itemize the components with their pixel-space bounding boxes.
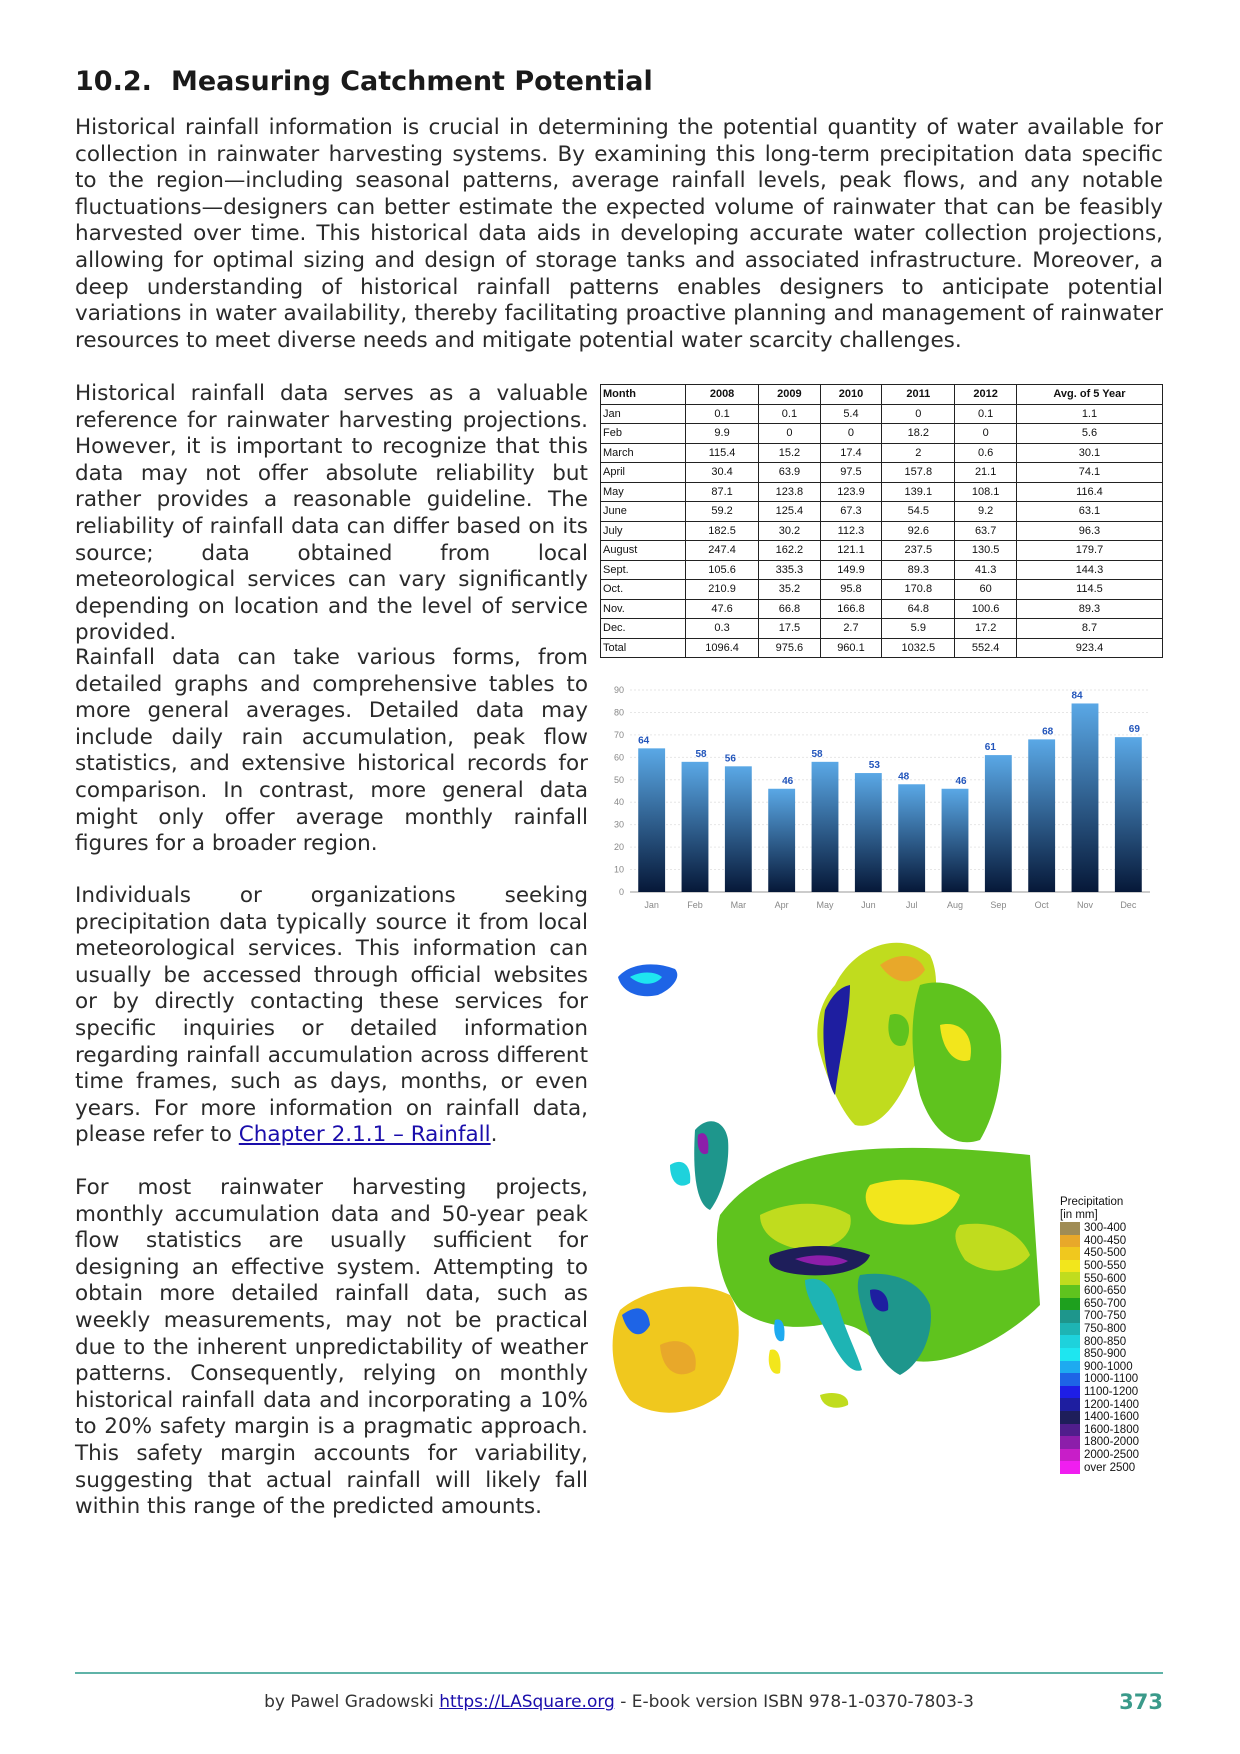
table-value-cell: 0 bbox=[820, 424, 882, 444]
reliability-paragraph: Historical rainfall data serves as a valuable reference for rainwater harvesting projections. However, it is important to recognize that this data may not offer absolute reliability but rather provides a reasonable guideline. The reliability of rainfall data can differ based on its source; data obtained from local meteorological services can vary significantly depending on location and the level of service provided. bbox=[75, 381, 588, 646]
table-value-cell: 130.5 bbox=[955, 541, 1017, 561]
table-row bbox=[601, 463, 1163, 483]
table-value-cell: 0.6 bbox=[955, 443, 1017, 463]
x-tick-label: Jul bbox=[905, 900, 918, 910]
legend-label: 300-400 bbox=[1084, 1222, 1127, 1235]
table-row bbox=[601, 580, 1163, 600]
legend-swatch bbox=[1060, 1272, 1080, 1285]
legend-rows bbox=[1060, 1222, 1139, 1474]
table-value-cell: 2.7 bbox=[820, 619, 882, 639]
legend-item bbox=[1060, 1449, 1139, 1462]
legend-item bbox=[1060, 1335, 1139, 1348]
table-month-cell: Jan bbox=[601, 404, 686, 424]
table-value-cell: 108.1 bbox=[955, 482, 1017, 502]
legend-item bbox=[1060, 1436, 1139, 1449]
y-tick-label: 0 bbox=[618, 887, 624, 897]
legend-swatch bbox=[1060, 1461, 1080, 1474]
table-value-cell: 552.4 bbox=[955, 638, 1017, 658]
table-value-cell: 21.1 bbox=[955, 463, 1017, 483]
footer-rule bbox=[75, 1672, 1163, 1674]
legend-item bbox=[1060, 1424, 1139, 1437]
table-row bbox=[601, 482, 1163, 502]
chart-y-ticks bbox=[614, 685, 624, 897]
section-number: 10.2. bbox=[75, 66, 152, 97]
legend-item bbox=[1060, 1247, 1139, 1260]
table-row bbox=[601, 560, 1163, 580]
legend-label: 450-500 bbox=[1084, 1247, 1127, 1260]
table-month-cell: July bbox=[601, 521, 686, 541]
section-heading bbox=[75, 66, 653, 97]
table-value-cell: 115.4 bbox=[686, 443, 759, 463]
data-sources-text: Individuals or organizations seeking precipitation data typically source it from local meteorological services. This information can usually be accessed through official websites or by directly contacting these services for specific inquiries or detailed information regarding rainfall accumulation across different time frames, such as days, months, or even years. For more information on rainfall data, please refer to bbox=[75, 883, 588, 1148]
table-value-cell: 5.9 bbox=[882, 619, 955, 639]
y-tick-label: 40 bbox=[613, 797, 624, 808]
table-value-cell: 5.4 bbox=[820, 404, 882, 424]
table-header-cell: 2008 bbox=[686, 385, 759, 405]
table-row bbox=[601, 502, 1163, 522]
page-number: 373 bbox=[1119, 1690, 1163, 1714]
bar-apr bbox=[768, 789, 795, 892]
legend-title-line1: Precipitation bbox=[1060, 1196, 1124, 1208]
legend-label: 1400-1600 bbox=[1084, 1411, 1139, 1424]
table-value-cell: 975.6 bbox=[759, 638, 821, 658]
y-tick-label: 80 bbox=[613, 707, 624, 718]
table-value-cell: 9.2 bbox=[955, 502, 1017, 522]
y-tick-label: 90 bbox=[613, 685, 624, 695]
table-value-cell: 87.1 bbox=[686, 482, 759, 502]
x-tick-label: Feb bbox=[687, 900, 703, 910]
data-sources-paragraph bbox=[75, 883, 588, 1149]
table-value-cell: 149.9 bbox=[820, 560, 882, 580]
bar-value-label: 46 bbox=[955, 775, 967, 787]
bar-oct bbox=[1028, 739, 1055, 892]
intro-paragraph: Historical rainfall information is crucial in determining the potential quantity of water available for collection in rainwater harvesting systems. By examining this long-term precipitation data specific to the region—including seasonal patterns, average rainfall levels, peak flows, and any notable fluctuations—designers can better estimate the expected volume of rainwater that can be feasibly harvested over time. This historical data aids in developing accurate water collection projections, allowing for optimal sizing and design of storage tanks and associated infrastructure. Moreover, a deep understanding of historical rainfall patterns enables designers to anticipate potential variations in water availability, thereby facilitating proactive planning and management of rainwater resources to meet diverse needs and mitigate potential water scarcity challenges. bbox=[75, 115, 1163, 353]
table-value-cell: 54.5 bbox=[882, 502, 955, 522]
table-header-cell: 2012 bbox=[955, 385, 1017, 405]
footer-prefix: by Pawel Gradowski bbox=[264, 1692, 440, 1712]
x-tick-label: Aug bbox=[946, 900, 964, 910]
table-value-cell: 89.3 bbox=[882, 560, 955, 580]
table-row bbox=[601, 404, 1163, 424]
table-value-cell: 30.1 bbox=[1016, 443, 1162, 463]
safety-margin-paragraph: For most rainwater harvesting projects, monthly accumulation data and 50-year peak flow statistics are usually sufficient for designing an effective system. Attempting to obtain more detailed rainfall data, such as weekly measurements, may not be practical due to the inherent unpredictability of weather patterns. Consequently, relying on monthly historical rainfall data and incorporating a 10% to 20% safety margin is a pragmatic approach. This safety margin accounts for variability, suggesting that actual rainfall will likely fall within this range of the predicted amounts. bbox=[75, 1175, 588, 1520]
bar-value-label: 58 bbox=[811, 748, 823, 760]
y-tick-label: 50 bbox=[613, 774, 624, 785]
legend-label: 850-900 bbox=[1084, 1348, 1127, 1361]
legend-label: 1800-2000 bbox=[1084, 1436, 1139, 1449]
table-value-cell: 247.4 bbox=[686, 541, 759, 561]
y-tick-label: 20 bbox=[613, 842, 624, 853]
legend-title-line2: [in mm] bbox=[1060, 1209, 1098, 1221]
table-header-row bbox=[601, 385, 1163, 405]
table-row bbox=[601, 424, 1163, 444]
table-value-cell: 0.3 bbox=[686, 619, 759, 639]
legend-swatch bbox=[1060, 1247, 1080, 1260]
table-value-cell: 74.1 bbox=[1016, 463, 1162, 483]
legend-swatch bbox=[1060, 1361, 1080, 1374]
legend-label: 1200-1400 bbox=[1084, 1398, 1139, 1411]
legend-label: 1100-1200 bbox=[1084, 1386, 1139, 1399]
legend-label: 700-750 bbox=[1084, 1310, 1127, 1323]
table-value-cell: 59.2 bbox=[686, 502, 759, 522]
legend-label: 1000-1100 bbox=[1084, 1373, 1139, 1386]
table-value-cell: 9.9 bbox=[686, 424, 759, 444]
bar-value-label: 68 bbox=[1042, 726, 1054, 738]
table-value-cell: 237.5 bbox=[882, 541, 955, 561]
legend-label: 800-850 bbox=[1084, 1335, 1127, 1348]
bar-nov bbox=[1072, 703, 1099, 892]
legend-item bbox=[1060, 1285, 1139, 1298]
table-month-cell: Oct. bbox=[601, 580, 686, 600]
data-forms-paragraph: Rainfall data can take various forms, from detailed graphs and comprehensive tables to more general averages. Detailed data may include daily rain accumulation, peak flow statistics, and extensive historical records for comparison. In contrast, more general data might only offer average monthly rainfall figures for a broader region. bbox=[75, 645, 588, 857]
legend-label: 750-800 bbox=[1084, 1323, 1127, 1336]
monthly-rainfall-chart bbox=[600, 680, 1160, 925]
data-sources-end: . bbox=[490, 1122, 498, 1148]
table-value-cell: 960.1 bbox=[820, 638, 882, 658]
legend-swatch bbox=[1060, 1424, 1080, 1437]
legend-item bbox=[1060, 1373, 1139, 1386]
table-value-cell: 162.2 bbox=[759, 541, 821, 561]
x-tick-label: Jan bbox=[644, 900, 659, 910]
chart-x-ticks bbox=[644, 900, 1136, 910]
legend-item bbox=[1060, 1461, 1139, 1474]
legend-swatch bbox=[1060, 1386, 1080, 1399]
bar-value-label: 61 bbox=[984, 742, 996, 754]
legend-swatch bbox=[1060, 1310, 1080, 1323]
table-value-cell: 335.3 bbox=[759, 560, 821, 580]
table-value-cell: 210.9 bbox=[686, 580, 759, 600]
legend-swatch bbox=[1060, 1235, 1080, 1248]
table-value-cell: 5.6 bbox=[1016, 424, 1162, 444]
table-header-cell: Avg. of 5 Year bbox=[1016, 385, 1162, 405]
table-value-cell: 67.3 bbox=[820, 502, 882, 522]
table-value-cell: 60 bbox=[955, 580, 1017, 600]
chart-bars bbox=[638, 703, 1142, 892]
map-legend bbox=[1060, 1196, 1139, 1474]
legend-item bbox=[1060, 1235, 1139, 1248]
rainfall-table bbox=[600, 384, 1163, 658]
chart-value-labels bbox=[638, 690, 1140, 786]
legend-label: 1600-1800 bbox=[1084, 1423, 1139, 1436]
legend-item bbox=[1060, 1348, 1139, 1361]
legend-label: 400-450 bbox=[1084, 1234, 1127, 1247]
footer bbox=[75, 1692, 1163, 1712]
legend-swatch bbox=[1060, 1436, 1080, 1449]
table-value-cell: 63.7 bbox=[955, 521, 1017, 541]
table-value-cell: 157.8 bbox=[882, 463, 955, 483]
table-value-cell: 92.6 bbox=[882, 521, 955, 541]
y-tick-label: 70 bbox=[613, 729, 624, 740]
bar-feb bbox=[682, 762, 709, 892]
footer-suffix: - E-book version ISBN 978-1-0370-7803-3 bbox=[614, 1692, 974, 1712]
table-month-cell: Feb bbox=[601, 424, 686, 444]
table-value-cell: 123.8 bbox=[759, 482, 821, 502]
table-value-cell: 0.1 bbox=[955, 404, 1017, 424]
table-row bbox=[601, 638, 1163, 658]
table-value-cell: 1096.4 bbox=[686, 638, 759, 658]
table-value-cell: 182.5 bbox=[686, 521, 759, 541]
bar-mar bbox=[725, 766, 752, 892]
table-row bbox=[601, 619, 1163, 639]
table-value-cell: 1032.5 bbox=[882, 638, 955, 658]
x-tick-label: May bbox=[816, 900, 834, 910]
table-value-cell: 105.6 bbox=[686, 560, 759, 580]
bar-value-label: 69 bbox=[1128, 724, 1140, 736]
x-tick-label: Mar bbox=[730, 900, 747, 910]
legend-swatch bbox=[1060, 1411, 1080, 1424]
legend-swatch bbox=[1060, 1449, 1080, 1462]
section-title: Measuring Catchment Potential bbox=[171, 66, 653, 97]
table-value-cell: 89.3 bbox=[1016, 599, 1162, 619]
table-value-cell: 2 bbox=[882, 443, 955, 463]
bar-value-label: 53 bbox=[868, 760, 880, 772]
table-month-cell: Total bbox=[601, 638, 686, 658]
table-value-cell: 116.4 bbox=[1016, 482, 1162, 502]
table-row bbox=[601, 521, 1163, 541]
legend-label: 550-600 bbox=[1084, 1272, 1127, 1285]
legend-label: 600-650 bbox=[1084, 1285, 1127, 1298]
legend-item bbox=[1060, 1310, 1139, 1323]
legend-swatch bbox=[1060, 1285, 1080, 1298]
table-row bbox=[601, 443, 1163, 463]
table-month-cell: Nov. bbox=[601, 599, 686, 619]
legend-title bbox=[1060, 1196, 1139, 1222]
table-value-cell: 30.4 bbox=[686, 463, 759, 483]
table-header-cell: 2011 bbox=[882, 385, 955, 405]
legend-item bbox=[1060, 1361, 1139, 1374]
bar-value-label: 58 bbox=[695, 748, 707, 760]
legend-label: 650-700 bbox=[1084, 1297, 1127, 1310]
y-tick-label: 30 bbox=[613, 819, 624, 830]
europe-precipitation-map bbox=[600, 925, 1060, 1480]
table-value-cell: 166.8 bbox=[820, 599, 882, 619]
legend-swatch bbox=[1060, 1348, 1080, 1361]
legend-swatch bbox=[1060, 1398, 1080, 1411]
table-value-cell: 8.7 bbox=[1016, 619, 1162, 639]
table-value-cell: 923.4 bbox=[1016, 638, 1162, 658]
bar-dec bbox=[1115, 737, 1142, 892]
bar-aug bbox=[942, 789, 969, 892]
table-month-cell: May bbox=[601, 482, 686, 502]
table-body bbox=[601, 404, 1163, 658]
bar-may bbox=[812, 762, 839, 892]
legend-item bbox=[1060, 1272, 1139, 1285]
table-value-cell: 144.3 bbox=[1016, 560, 1162, 580]
table-value-cell: 121.1 bbox=[820, 541, 882, 561]
legend-item bbox=[1060, 1222, 1139, 1235]
legend-item bbox=[1060, 1411, 1139, 1424]
table-header-cell: Month bbox=[601, 385, 686, 405]
y-tick-label: 10 bbox=[613, 864, 624, 875]
table-value-cell: 15.2 bbox=[759, 443, 821, 463]
bar-value-label: 46 bbox=[782, 775, 794, 787]
table-value-cell: 17.2 bbox=[955, 619, 1017, 639]
legend-label: 900-1000 bbox=[1084, 1360, 1133, 1373]
table-value-cell: 18.2 bbox=[882, 424, 955, 444]
bar-value-label: 84 bbox=[1071, 690, 1083, 702]
table-value-cell: 35.2 bbox=[759, 580, 821, 600]
legend-label: 2000-2500 bbox=[1084, 1448, 1139, 1461]
table-value-cell: 112.3 bbox=[820, 521, 882, 541]
table-value-cell: 47.6 bbox=[686, 599, 759, 619]
legend-label: over 2500 bbox=[1084, 1461, 1136, 1474]
legend-item bbox=[1060, 1398, 1139, 1411]
chapter-rainfall-link[interactable]: Chapter 2.1.1 – Rainfall bbox=[238, 1122, 491, 1148]
legend-swatch bbox=[1060, 1298, 1080, 1311]
legend-item bbox=[1060, 1386, 1139, 1399]
lasquare-link[interactable]: https://LASquare.org bbox=[439, 1692, 615, 1712]
bar-sep bbox=[985, 755, 1012, 892]
x-tick-label: Jun bbox=[861, 900, 876, 910]
table-value-cell: 114.5 bbox=[1016, 580, 1162, 600]
x-tick-label: Dec bbox=[1120, 900, 1137, 910]
bar-jun bbox=[855, 773, 882, 892]
table-month-cell: April bbox=[601, 463, 686, 483]
table-value-cell: 125.4 bbox=[759, 502, 821, 522]
table-value-cell: 0 bbox=[955, 424, 1017, 444]
bar-value-label: 64 bbox=[638, 735, 650, 747]
table-value-cell: 97.5 bbox=[820, 463, 882, 483]
table-value-cell: 63.9 bbox=[759, 463, 821, 483]
table-row bbox=[601, 599, 1163, 619]
table-value-cell: 17.5 bbox=[759, 619, 821, 639]
x-tick-label: Apr bbox=[774, 900, 789, 910]
table-value-cell: 179.7 bbox=[1016, 541, 1162, 561]
legend-swatch bbox=[1060, 1222, 1080, 1235]
table-value-cell: 63.1 bbox=[1016, 502, 1162, 522]
table-value-cell: 100.6 bbox=[955, 599, 1017, 619]
table-value-cell: 1.1 bbox=[1016, 404, 1162, 424]
table-month-cell: March bbox=[601, 443, 686, 463]
bar-jul bbox=[898, 784, 925, 892]
bar-jan bbox=[638, 748, 665, 892]
table-value-cell: 30.2 bbox=[759, 521, 821, 541]
legend-swatch bbox=[1060, 1373, 1080, 1386]
table-header-cell: 2010 bbox=[820, 385, 882, 405]
table-value-cell: 0.1 bbox=[686, 404, 759, 424]
table-month-cell: June bbox=[601, 502, 686, 522]
table-value-cell: 96.3 bbox=[1016, 521, 1162, 541]
bar-value-label: 56 bbox=[724, 753, 736, 765]
table-value-cell: 123.9 bbox=[820, 482, 882, 502]
table-month-cell: Dec. bbox=[601, 619, 686, 639]
legend-item bbox=[1060, 1323, 1139, 1336]
table-value-cell: 66.8 bbox=[759, 599, 821, 619]
legend-item bbox=[1060, 1298, 1139, 1311]
y-tick-label: 60 bbox=[613, 752, 624, 763]
legend-item bbox=[1060, 1260, 1139, 1273]
legend-swatch bbox=[1060, 1260, 1080, 1273]
table-value-cell: 170.8 bbox=[882, 580, 955, 600]
table-value-cell: 17.4 bbox=[820, 443, 882, 463]
legend-swatch bbox=[1060, 1323, 1080, 1336]
table-value-cell: 139.1 bbox=[882, 482, 955, 502]
table-value-cell: 64.8 bbox=[882, 599, 955, 619]
table-month-cell: Sept. bbox=[601, 560, 686, 580]
table-header-cell: 2009 bbox=[759, 385, 821, 405]
table-value-cell: 0 bbox=[882, 404, 955, 424]
x-tick-label: Oct bbox=[1034, 900, 1049, 910]
table-value-cell: 0 bbox=[759, 424, 821, 444]
table-value-cell: 0.1 bbox=[759, 404, 821, 424]
table-month-cell: August bbox=[601, 541, 686, 561]
bar-value-label: 48 bbox=[898, 771, 910, 783]
table-value-cell: 95.8 bbox=[820, 580, 882, 600]
legend-label: 500-550 bbox=[1084, 1260, 1127, 1273]
table-row bbox=[601, 541, 1163, 561]
x-tick-label: Nov bbox=[1076, 900, 1094, 910]
x-tick-label: Sep bbox=[990, 900, 1007, 910]
legend-swatch bbox=[1060, 1335, 1080, 1348]
table-value-cell: 41.3 bbox=[955, 560, 1017, 580]
